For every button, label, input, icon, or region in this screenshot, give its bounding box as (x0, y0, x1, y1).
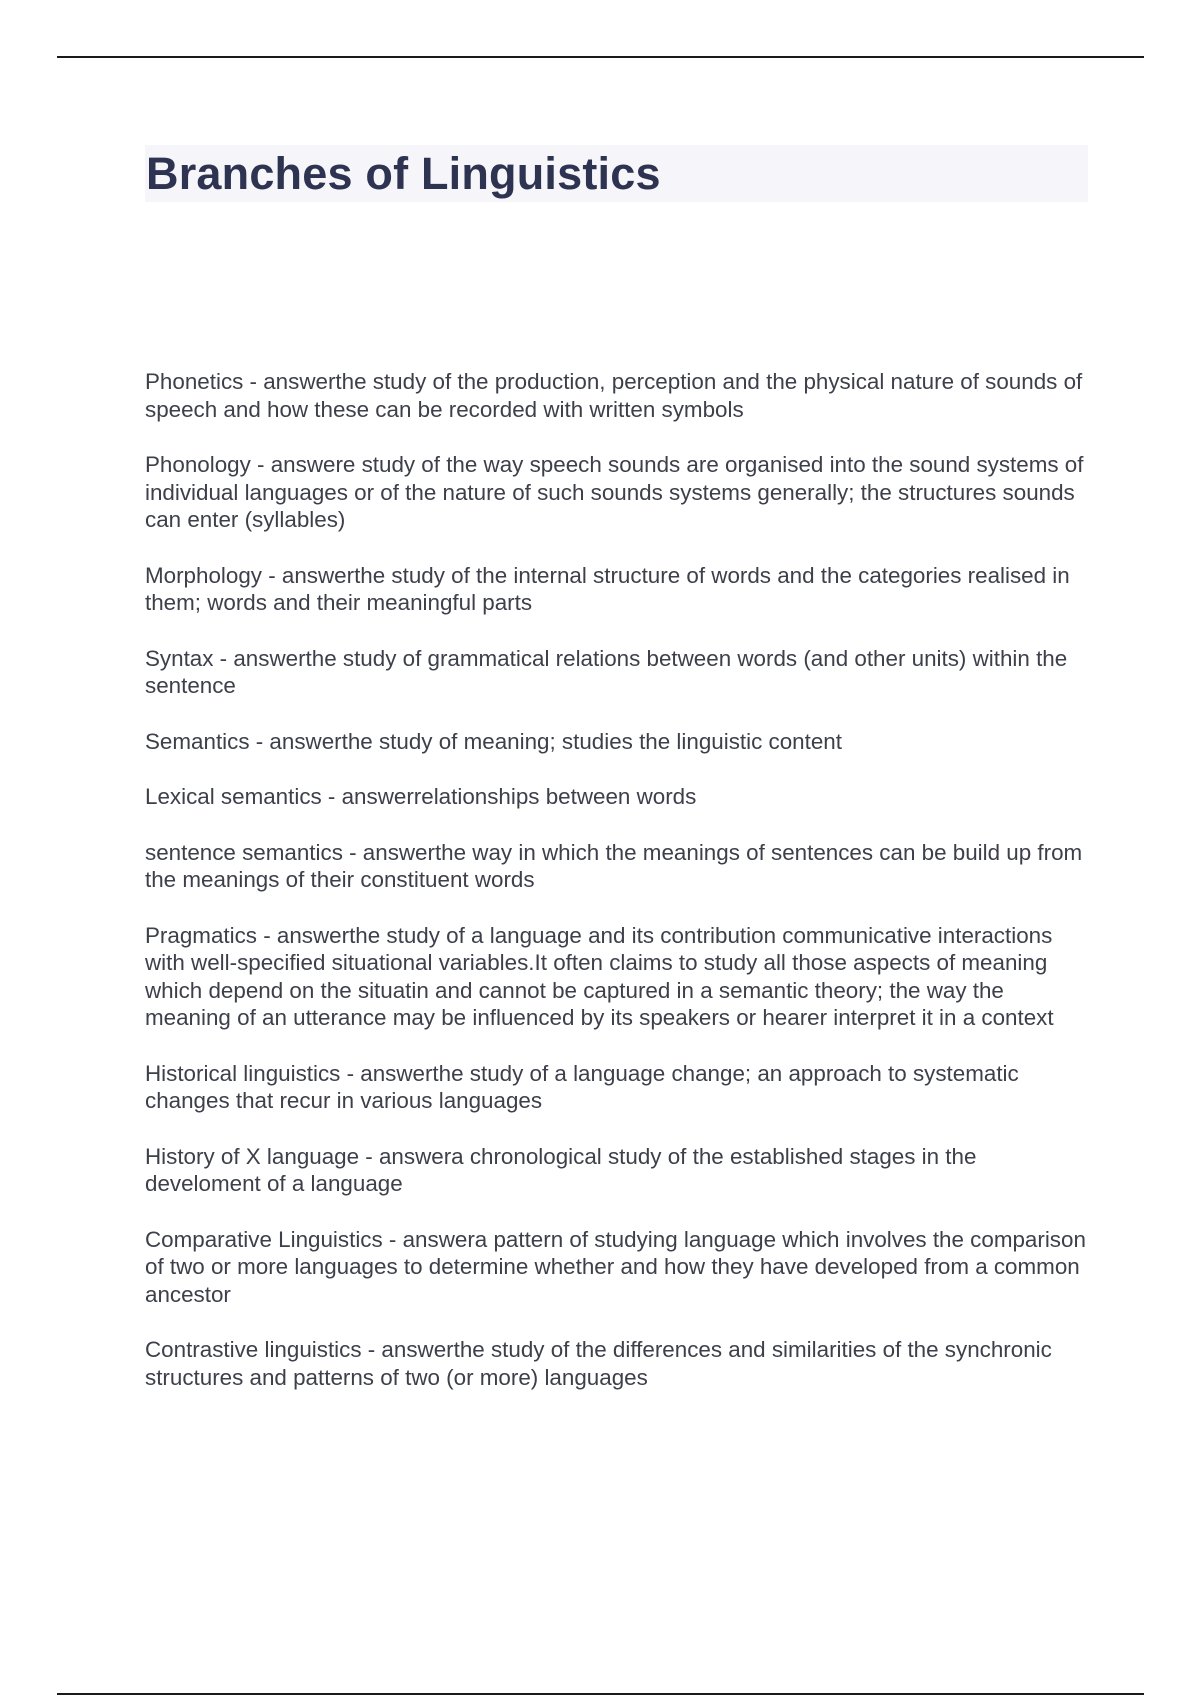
definition-comparative-linguistics: Comparative Linguistics - answera pattern of studying language which involves the comparison of two or more languages to determine whether and how they have developed from a common ancestor (145, 1226, 1086, 1307)
definition-historical-linguistics: Historical linguistics - answerthe study of a language change; an approach to systematic changes that recur in various languages (145, 1060, 1019, 1113)
title-banner (145, 145, 1088, 202)
page-title: Branches of Linguistics (146, 148, 661, 199)
definition-contrastive-linguistics: Contrastive linguistics - answerthe study of the differences and similarities of the synchronic structures and patterns of two (or more) languages (145, 1337, 1052, 1390)
definition-pragmatics: Pragmatics - answerthe study of a language and its contribution communicative interactions with well-specified situational variables.It often claims to study all those aspects of meaning which depend on the situatin and cannot be captured in a semantic theory; the way the meaning of an utterance may be influenced by its speakers or hearer interpret it in a context (145, 922, 1054, 1030)
definition-phonology: Phonology - answere study of the way speech sounds are organised into the sound systems of individual languages or of the nature of such sounds systems generally; the structures sounds can enter (syllables) (145, 452, 1084, 532)
definition-morphology: Morphology - answerthe study of the internal structure of words and the categories realised in them; words and their meaningful parts (145, 562, 1070, 615)
bottom-rule (57, 1693, 1144, 1695)
definition-phonetics: Phonetics - answerthe study of the production, perception and the physical nature of sounds of speech and how these can be recorded with written symbols (145, 369, 1083, 422)
definition-history-of-x-language: History of X language - answera chronological study of the established stages in the develoment of a language (145, 1143, 977, 1196)
definition-lexical-semantics: Lexical semantics - answerrelationships between words (145, 784, 697, 809)
definition-syntax: Syntax - answerthe study of grammatical relations between words (and other units) within the sentence (145, 645, 1068, 698)
top-rule (57, 56, 1144, 58)
definition-semantics: Semantics - answerthe study of meaning; studies the linguistic content (145, 728, 842, 754)
definition-sentence-semantics: sentence semantics - answerthe way in which the meanings of sentences can be build up from the meanings of their constituent words (145, 839, 1083, 892)
definition-list (145, 368, 1090, 1419)
